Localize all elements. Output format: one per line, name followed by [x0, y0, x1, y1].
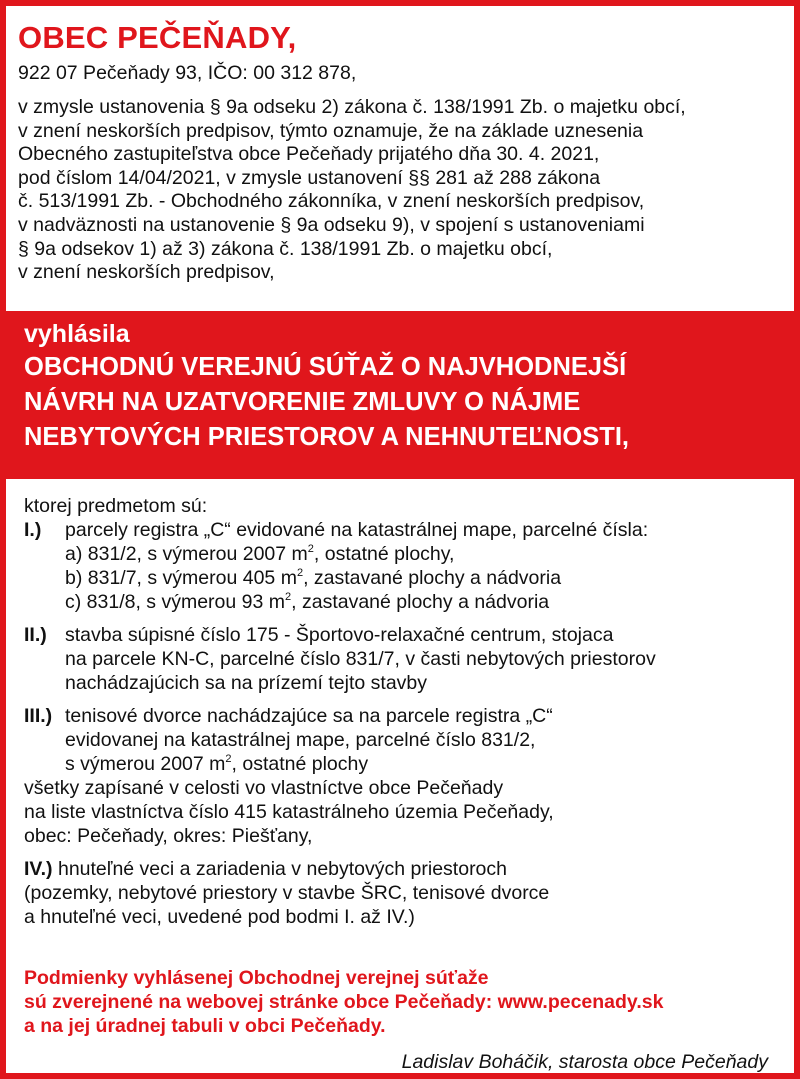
banner-heading-line: NÁVRH NA UZATVORENIE ZMLUVY O NÁJME [24, 388, 581, 416]
item-text: nachádzajúcich sa na prízemí tejto stavby [65, 672, 428, 694]
intro-line: v nadväznosti na ustanovenie § 9a odseku 9), v spojení s ustanoveniami [18, 213, 645, 236]
legal-intro [18, 96, 782, 285]
item-text: na parcele KN-C, parcelné číslo 831/7, v časti nebytových priestorov [65, 648, 656, 670]
subject-item-1 [24, 518, 784, 614]
intro-line: § 9a odsekov 1) až 3) zákona č. 138/1991 Zb. o majetku obcí, [18, 237, 553, 260]
ownership-line: obec: Pečeňady, okres: Piešťany, [24, 825, 313, 847]
item-text: parcely registra „C“ evidované na katastrálnej mape, parcelné čísla: [65, 519, 649, 541]
item-number: II.) [24, 624, 47, 646]
item-text: a hnuteľné veci, uvedené pod bodmi I. až IV.) [24, 906, 415, 928]
intro-line: Obecného zastupiteľstva obce Pečeňady prijatého dňa 30. 4. 2021, [18, 143, 600, 166]
municipality-title: OBEC PEČEŇADY, [18, 20, 297, 55]
conditions-note [24, 966, 784, 1038]
announcement-banner [6, 311, 800, 479]
conditions-line: sú zverejnené na webovej stránke obce Pečeňady: www.pecenady.sk [24, 991, 664, 1013]
conditions-line: Podmienky vyhlásenej Obchodnej verejnej súťaže [24, 967, 489, 989]
intro-line: v zmysle ustanovenia § 9a odseku 2) zákona č. 138/1991 Zb. o majetku obcí, [18, 96, 686, 118]
item-number: III.) [24, 705, 53, 727]
ownership-note [24, 776, 784, 848]
municipality-address: 922 07 Pečeňady 93, IČO: 00 312 878, [18, 62, 357, 84]
intro-line: v znení neskorších predpisov, týmto oznamuje, že na základe uznesenia [18, 119, 644, 142]
banner-heading-line: NEBYTOVÝCH PRIESTOROV A NEHNUTEĽNOSTI, [24, 423, 629, 451]
item-text: evidovanej na katastrálnej mape, parcelné číslo 831/2, [65, 729, 536, 751]
item-number: I.) [24, 519, 42, 541]
item-text: (pozemky, nebytové priestory v stavbe ŠRC, tenisové dvorce [24, 882, 550, 904]
item-text: hnuteľné veci a zariadenia v nebytových priestoroch [57, 858, 508, 880]
intro-line: pod číslom 14/04/2021, v zmysle ustanovení §§ 281 až 288 zákona [18, 166, 601, 189]
item-text: stavba súpisné číslo 175 - Športovo-relaxačné centrum, stojaca [65, 624, 614, 646]
ownership-line: všetky zapísané v celosti vo vlastníctve obce Pečeňady [24, 777, 504, 799]
notice-header [18, 20, 782, 285]
ownership-line: na liste vlastníctva číslo 415 katastrálneho územia Pečeňady, [24, 801, 554, 823]
subject-item-3 [24, 704, 784, 776]
parcel-line: b) 831/7, s výmerou 405 $m^2$, zastavané plochy a nádvoria [65, 566, 562, 589]
item-text: s výmerou 2007 $m^2$, ostatné plochy [65, 752, 369, 775]
banner-heading-line: OBCHODNÚ VEREJNÚ SÚŤAŽ O NAJVHODNEJŠÍ [24, 353, 627, 381]
subject-intro: ktorej predmetom sú: [24, 495, 208, 517]
banner-lead: vyhlásila [24, 320, 130, 348]
subject-section [24, 494, 784, 929]
intro-line: č. 513/1991 Zb. - Obchodného zákonníka, v znení neskorších predpisov, [18, 190, 645, 213]
subject-item-4 [24, 857, 784, 929]
item-number: IV.) [24, 858, 53, 880]
item-text: tenisové dvorce nachádzajúce sa na parcele registra „C“ [65, 705, 553, 727]
mayor-signature: Ladislav Boháčik, starosta obce Pečeňady [401, 1051, 768, 1073]
parcel-line: c) 831/8, s výmerou 93 $m^2$, zastavané plochy a nádvoria [65, 590, 550, 613]
parcel-line: a) 831/2, s výmerou 2007 $m^2$, ostatné plochy, [65, 542, 455, 565]
conditions-line: a na jej úradnej tabuli v obci Pečeňady. [24, 1015, 386, 1037]
subject-item-2 [24, 623, 784, 695]
intro-line: v znení neskorších predpisov, [18, 261, 275, 284]
